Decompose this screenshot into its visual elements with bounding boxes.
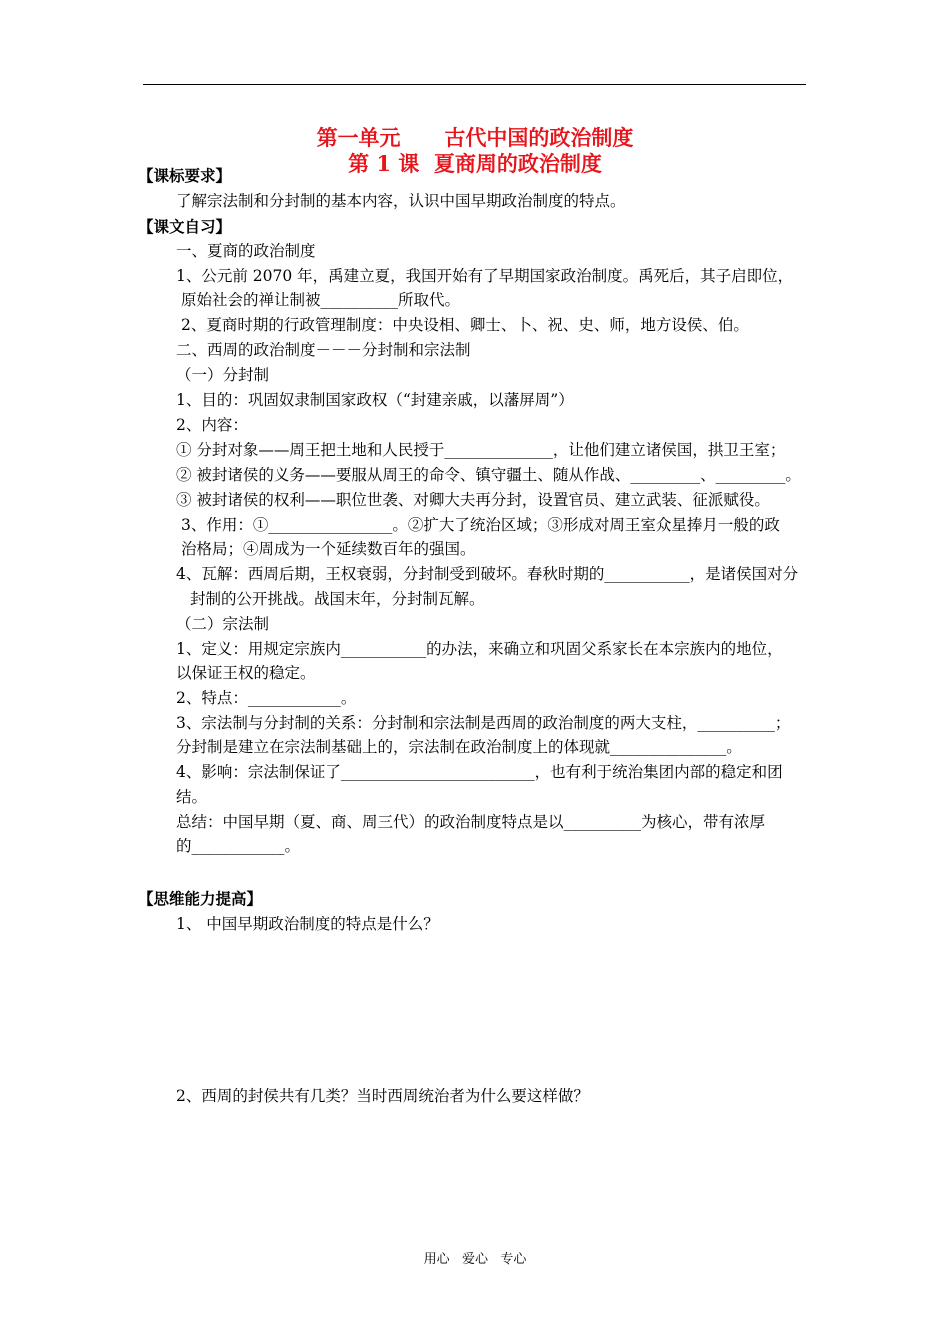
text-line: （一）分封制 [176, 366, 270, 384]
text-line: 2、特点：____________。 [176, 689, 357, 707]
text-line: 2、西周的封侯共有几类？当时西周统治者为什么要这样做？ [176, 1087, 589, 1105]
text-line: 总结：中国早期（夏、商、周三代）的政治制度特点是以__________为核心，带有浓厚 [176, 813, 766, 831]
text-line: 3、宗法制与分封制的关系：分封制和宗法制是西周的政治制度的两大支柱，__________； [176, 714, 791, 732]
text-line: 1、 中国早期政治制度的特点是什么？ [176, 915, 439, 933]
text-line: 4、影响：宗法制保证了_________________________，也有利于统治集团内部的稳定和团 [176, 763, 783, 781]
text-line: 1、定义：用规定宗族内___________的办法，来确立和巩固父系家长在本宗族内的地位， [176, 640, 783, 658]
text-line: 2、内容： [176, 416, 248, 434]
text-line: 二、西周的政治制度－－－分封制和宗法制 [176, 341, 471, 359]
text-line: 一、夏商的政治制度 [176, 242, 316, 260]
text-line: 了解宗法制和分封制的基本内容，认识中国早期政治制度的特点。 [176, 192, 626, 210]
text-line: 1、公元前 2070 年，禹建立夏，我国开始有了早期国家政治制度。禹死后，其子启即位， [176, 267, 794, 285]
section-heading: 【课标要求】 [138, 166, 232, 185]
unit-title: 第一单元 古代中国的政治制度 [316, 125, 634, 150]
page-footer: 用心 爱心 专心 [423, 1252, 527, 1267]
text-line: 的____________。 [176, 837, 301, 855]
text-line: 治格局；④周成为一个延续数百年的强国。 [181, 540, 476, 558]
text-line: 3、作用：①________________。②扩大了统治区域；③形成对周王室众星捧月一般的政 [181, 516, 780, 534]
section-heading: 【课文自习】 [138, 217, 232, 236]
text-line: 原始社会的禅让制被__________所取代。 [181, 291, 461, 309]
text-line: ② 被封诸侯的义务——要服从周王的命令、镇守疆土、随从作战、_________、_________。 [176, 466, 801, 484]
header-rule [143, 84, 806, 85]
lesson-title: 第 1 课 夏商周的政治制度 [348, 151, 602, 176]
section-heading: 【思维能力提高】 [138, 889, 263, 908]
text-line: （二）宗法制 [176, 615, 270, 633]
text-line: 4、瓦解：西周后期，王权衰弱，分封制受到破坏。春秋时期的___________，是诸侯国对分 [176, 565, 799, 583]
text-line: 以保证王权的稳定。 [176, 664, 316, 682]
text-line: ① 分封对象——周王把土地和人民授于______________，让他们建立诸侯国，拱卫王室； [176, 441, 786, 459]
text-line: 分封制是建立在宗法制基础上的，宗法制在政治制度上的体现就_______________。 [176, 738, 742, 756]
text-line: ③ 被封诸侯的权利——职位世袭、对卿大夫再分封，设置官员、建立武装、征派赋役。 [176, 491, 770, 509]
text-line: 结。 [176, 788, 208, 806]
text-line: 2、夏商时期的行政管理制度：中央设相、卿士、卜、祝、史、师，地方设侯、伯。 [181, 316, 749, 334]
text-line: 封制的公开挑战。战国末年，分封制瓦解。 [190, 590, 485, 608]
text-line: 1、目的：巩固奴隶制国家政权（“封建亲戚，以藩屏周”） [176, 391, 574, 409]
